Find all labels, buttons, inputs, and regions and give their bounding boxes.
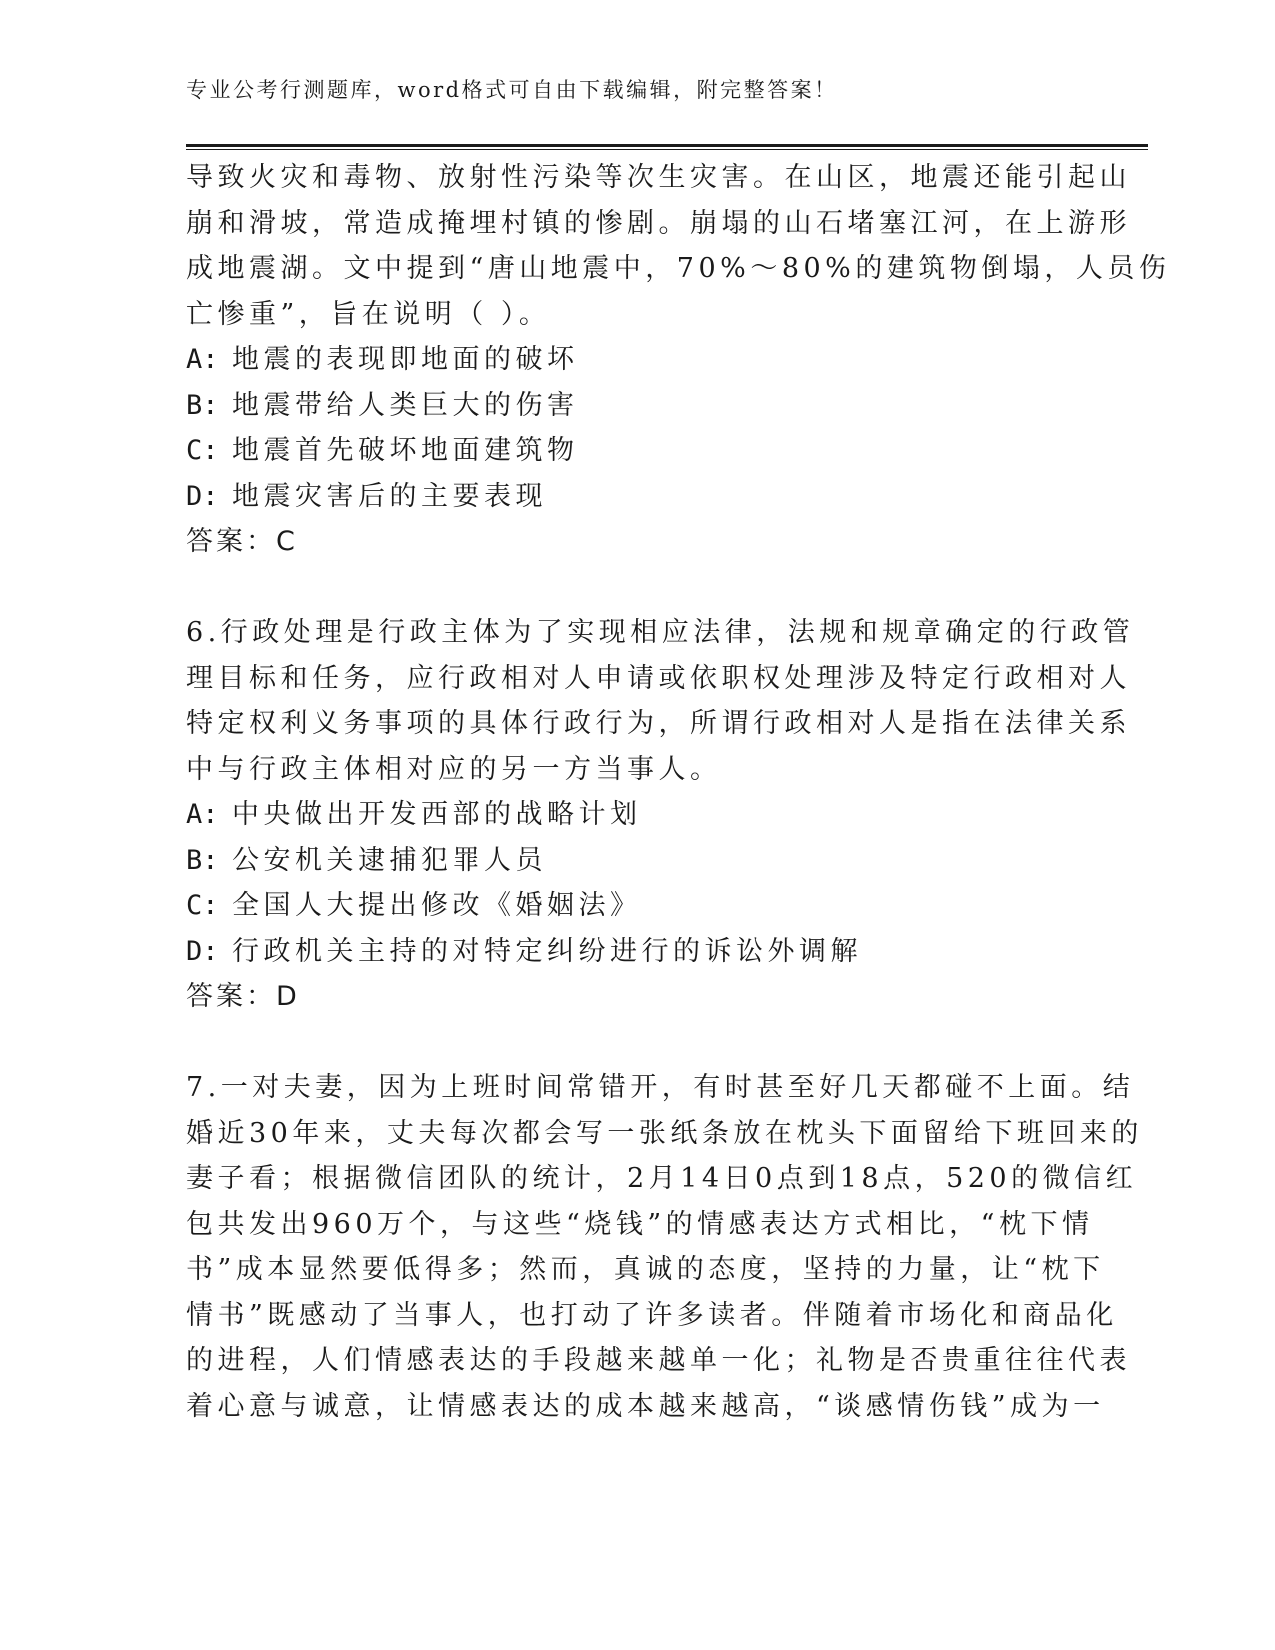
option-text: 中央做出开发西部的战略计划 <box>232 799 642 830</box>
option-b <box>186 838 1086 884</box>
option-letter: B: <box>186 389 219 421</box>
option-c <box>186 883 1086 929</box>
page-header: 专业公考行测题库，word格式可自由下载编辑，附完整答案！ <box>186 78 838 102</box>
option-text: 地震带给人类巨大的伤害 <box>232 389 579 421</box>
question-stem-line: 特定权利义务事项的具体行政行为，所谓行政相对人是指在法律关系 <box>186 708 1131 739</box>
question-stem-line: 理目标和任务，应行政相对人申请或依职权处理涉及特定行政相对人 <box>186 662 1131 694</box>
question-stem-line: 导致火灾和毒物、放射性污染等次生灾害。在山区，地震还能引起山 <box>186 162 1131 193</box>
question-stem-line: 7.一对夫妻，因为上班时间常错开，有时甚至好几天都碰不上面。结 <box>186 1072 1135 1103</box>
option-letter: C: <box>186 435 219 466</box>
header-divider <box>186 144 1148 150</box>
option-letter: D: <box>186 480 219 512</box>
question-stem-line: 着心意与诚意，让情感表达的成本越来越高，“谈感情伤钱”成为一 <box>186 1390 1105 1422</box>
spacer <box>186 565 1086 611</box>
question-stem-line: 婚近30年来，丈夫每次都会写一张纸条放在枕头下面留给下班回来的 <box>186 1117 1143 1149</box>
option-a <box>186 337 1086 383</box>
option-text: 公安机关逮捕犯罪人员 <box>232 844 547 876</box>
option-text: 地震灾害后的主要表现 <box>232 480 547 512</box>
option-a <box>186 792 1086 838</box>
question-6 <box>186 610 1135 1020</box>
question-5 <box>186 155 1171 565</box>
option-letter: A: <box>186 799 219 830</box>
answer-line: 答案：C <box>186 526 298 557</box>
question-stem-line: 妻子看；根据微信团队的统计，2月14日0点到18点，520的微信红 <box>186 1163 1138 1194</box>
option-d <box>186 929 1086 975</box>
question-stem-line: 的进程，人们情感表达的手段越来越单一化；礼物是否贵重往往代表 <box>186 1345 1131 1376</box>
question-stem-line: 亡惨重”，旨在说明（ ）。 <box>186 298 551 330</box>
option-text: 地震首先破坏地面建筑物 <box>232 435 579 466</box>
option-c <box>186 428 1086 474</box>
option-text: 全国人大提出修改《婚姻法》 <box>232 890 642 921</box>
option-text: 地震的表现即地面的破坏 <box>232 344 579 375</box>
option-letter: B: <box>186 844 219 876</box>
question-stem-line: 书”成本显然要低得多；然而，真诚的态度，坚持的力量，让“枕下 <box>186 1254 1105 1285</box>
option-b <box>186 383 1086 429</box>
answer-line: 答案：D <box>186 981 300 1012</box>
spacer <box>186 1020 1086 1066</box>
question-stem-line: 中与行政主体相对应的另一方当事人。 <box>186 753 722 785</box>
option-letter: D: <box>186 935 219 967</box>
question-stem-line: 成地震湖。文中提到“唐山地震中，70%～80%的建筑物倒塌，人员伤 <box>186 253 1171 284</box>
question-stem-line: 崩和滑坡，常造成掩埋村镇的惨剧。崩塌的山石堵塞江河，在上游形 <box>186 207 1131 239</box>
document-body <box>186 155 1171 1429</box>
option-letter: A: <box>186 344 219 375</box>
question-stem-line: 6.行政处理是行政主体为了实现相应法律，法规和规章确定的行政管 <box>186 617 1135 648</box>
question-stem-line: 包共发出960万个，与这些“烧钱”的情感表达方式相比，“枕下情 <box>186 1208 1094 1240</box>
option-d <box>186 474 1086 520</box>
question-stem-line: 情书”既感动了当事人，也打动了许多读者。伴随着市场化和商品化 <box>186 1299 1118 1331</box>
option-text: 行政机关主持的对特定纠纷进行的诉讼外调解 <box>232 935 862 967</box>
option-letter: C: <box>186 890 219 921</box>
question-7 <box>186 1065 1143 1429</box>
